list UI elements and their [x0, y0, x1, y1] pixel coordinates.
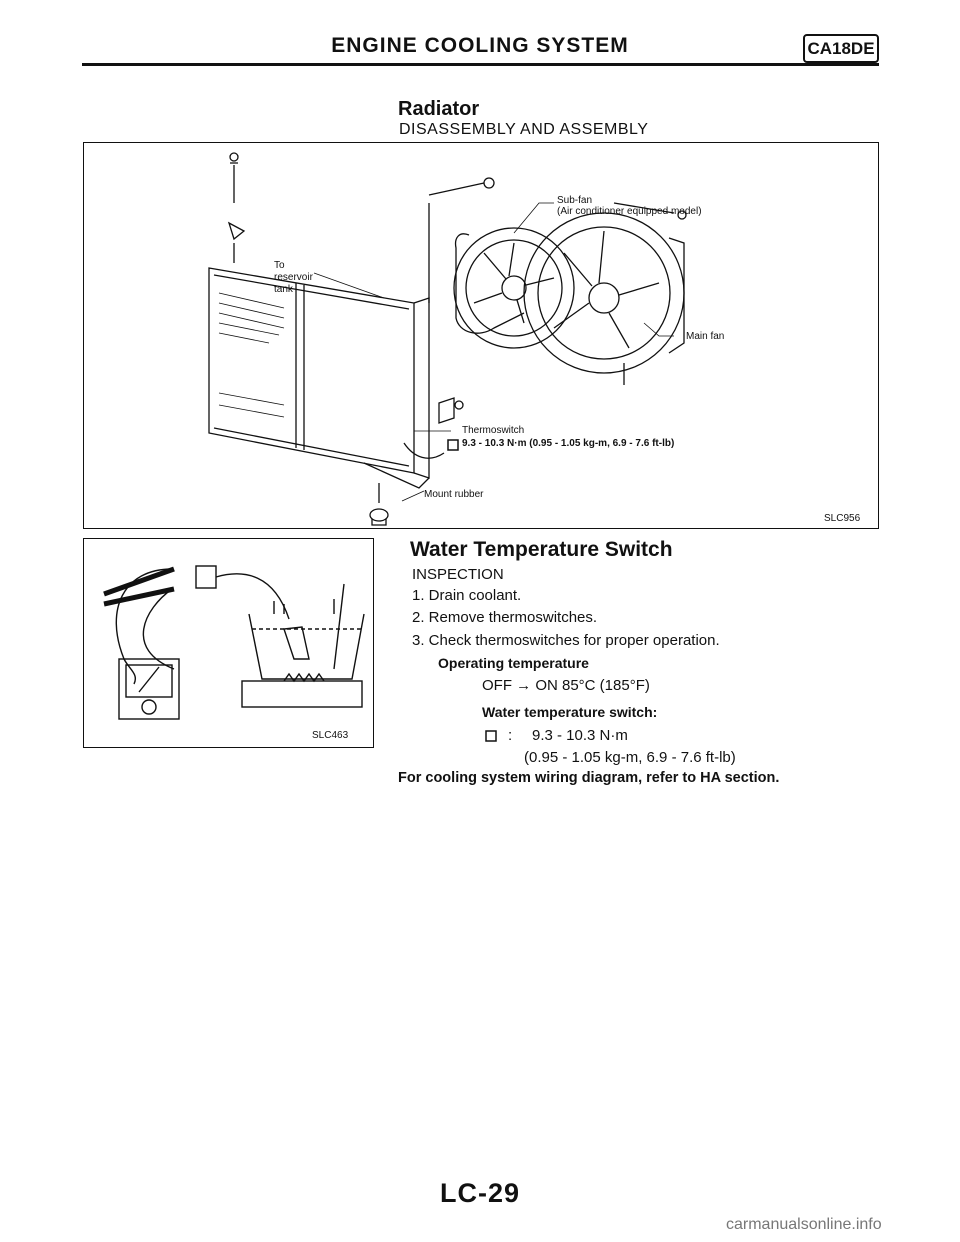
figure-code: SLC463	[312, 730, 349, 741]
thermoswitch-torque-label: 9.3 - 10.3 N·m (0.95 - 1.05 kg-m, 6.9 - 7.6 ft-lb)	[462, 438, 675, 449]
reservoir-label: reservoir	[274, 272, 313, 283]
switch-torque-label: Water temperature switch:	[482, 704, 658, 720]
figure-code: SLC956	[824, 513, 861, 524]
watermark: carmanualsonline.info	[726, 1216, 882, 1233]
switch-test-diagram-frame	[83, 538, 374, 748]
step-2: 2. Remove thermoswitches.	[412, 609, 598, 626]
torque-icon	[448, 440, 458, 450]
wiring-note: For cooling system wiring diagram, refer to HA section.	[398, 770, 780, 786]
inspection-heading: INSPECTION	[412, 566, 504, 583]
section-title: Radiator	[398, 98, 480, 120]
radiator-exploded-drawing	[84, 143, 878, 528]
section-subtitle: DISASSEMBLY AND ASSEMBLY	[399, 121, 649, 138]
water-temp-switch-title: Water Temperature Switch	[410, 538, 673, 561]
tank-label: tank	[274, 284, 293, 295]
page-number: LC-29	[439, 1178, 520, 1208]
subfan-label: Sub-fan	[557, 195, 593, 206]
torque-value: 9.3 - 10.3 N·m	[532, 727, 628, 744]
subfan-note-label: (Air conditioner equipped model)	[557, 206, 702, 217]
step-1: 1. Drain coolant.	[412, 587, 522, 604]
torque-value-alt-units: (0.95 - 1.05 kg-m, 6.9 - 7.6 ft-lb)	[524, 749, 736, 766]
torque-icon	[485, 730, 497, 742]
radiator-diagram-frame	[83, 142, 879, 529]
operating-temp-value: OFF → ON 85°C (185°F)	[482, 677, 650, 694]
page-header-title: ENGINE COOLING SYSTEM	[331, 34, 629, 57]
engine-code-badge: CA18DE	[803, 34, 879, 63]
to-label: To	[274, 260, 285, 271]
switch-test-drawing	[84, 539, 373, 747]
mount-rubber-label: Mount rubber	[424, 489, 484, 500]
header-rule	[82, 63, 879, 66]
operating-temp-label: Operating temperature	[438, 655, 589, 671]
step-3: 3. Check thermoswitches for proper operation.	[412, 632, 720, 649]
main-fan-label: Main fan	[686, 331, 725, 342]
torque-separator: :	[508, 727, 513, 744]
thermoswitch-label: Thermoswitch	[462, 425, 525, 436]
